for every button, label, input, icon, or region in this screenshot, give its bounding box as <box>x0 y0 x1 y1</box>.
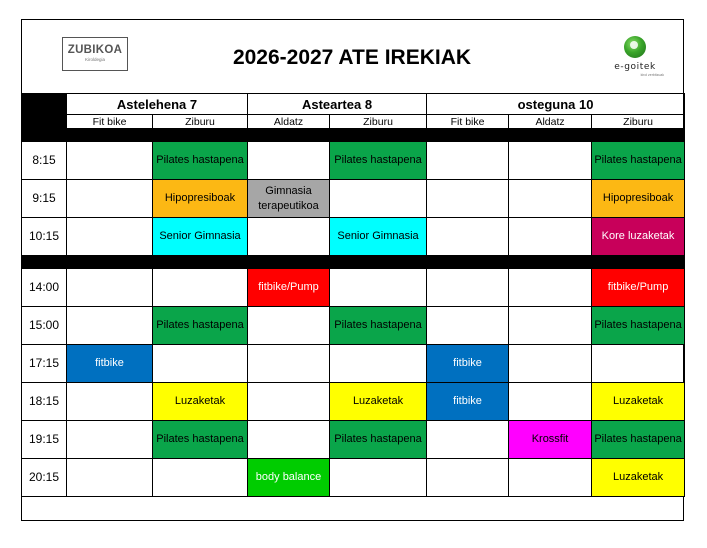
class-cell: Pilates hastapena <box>592 142 685 180</box>
empty-cell <box>427 218 509 256</box>
schedule-sheet <box>21 19 684 521</box>
corner-cell <box>22 94 67 129</box>
table-row <box>22 383 685 421</box>
class-cell: fitbike <box>427 383 509 421</box>
empty-cell <box>509 459 592 497</box>
empty-cell <box>67 421 153 459</box>
table-row <box>22 269 685 307</box>
table-row <box>22 421 685 459</box>
empty-cell <box>509 269 592 307</box>
empty-cell <box>153 345 248 383</box>
class-cell: Hipopresiboak <box>592 180 685 218</box>
header <box>22 20 683 93</box>
empty-cell <box>330 180 427 218</box>
room-header: Fit bike <box>427 115 509 129</box>
empty-cell <box>67 180 153 218</box>
class-cell: Luzaketak <box>592 459 685 497</box>
class-cell: Gimnasia terapeutikoa <box>248 180 330 218</box>
class-cell: Pilates hastapena <box>592 421 685 459</box>
time-cell: 19:15 <box>22 421 67 459</box>
table-row <box>22 180 685 218</box>
empty-cell <box>67 269 153 307</box>
empty-cell <box>509 142 592 180</box>
time-cell: 18:15 <box>22 383 67 421</box>
time-cell: 9:15 <box>22 180 67 218</box>
room-header: Ziburu <box>592 115 685 129</box>
empty-cell <box>330 269 427 307</box>
empty-cell <box>427 269 509 307</box>
class-cell: Luzaketak <box>592 383 685 421</box>
empty-cell <box>67 307 153 345</box>
empty-cell <box>427 307 509 345</box>
class-cell: Pilates hastapena <box>153 421 248 459</box>
empty-cell <box>427 180 509 218</box>
day-header: Astearteа 8 <box>248 94 427 115</box>
class-cell: fitbike <box>427 345 509 383</box>
time-cell: 14:00 <box>22 269 67 307</box>
egoitek-logo-name: e-goitek <box>614 62 656 72</box>
time-cell: 17:15 <box>22 345 67 383</box>
day-header: osteguna 10 <box>427 94 685 115</box>
empty-cell <box>509 345 592 383</box>
class-cell: Pilates hastapena <box>330 307 427 345</box>
empty-cell <box>427 459 509 497</box>
class-cell: Senior Gimnasia <box>153 218 248 256</box>
empty-cell <box>248 383 330 421</box>
class-cell: Senior Gimnasia <box>330 218 427 256</box>
zubikoa-logo-name: ZUBIKOA <box>67 44 123 56</box>
room-header: Fit bike <box>67 115 153 129</box>
table-row <box>22 307 685 345</box>
class-cell: fitbike/Pump <box>592 269 685 307</box>
empty-cell <box>248 421 330 459</box>
separator-bar <box>22 256 685 269</box>
green-circle-logo-icon <box>624 36 646 58</box>
empty-cell <box>427 421 509 459</box>
empty-cell <box>248 142 330 180</box>
class-cell: Krossfit <box>509 421 592 459</box>
class-cell: Pilates hastapena <box>330 142 427 180</box>
room-header: Aldatz <box>509 115 592 129</box>
empty-cell <box>330 345 427 383</box>
day-header: Astelehena 7 <box>67 94 248 115</box>
empty-cell <box>153 459 248 497</box>
class-cell: Luzaketak <box>153 383 248 421</box>
table-row <box>22 345 685 383</box>
room-header: Aldatz <box>248 115 330 129</box>
egoitek-logo-tag: kirol zerbitzuak <box>640 73 664 77</box>
class-cell: Hipopresiboak <box>153 180 248 218</box>
empty-cell <box>67 459 153 497</box>
separator-bar <box>22 129 685 142</box>
schedule-table <box>21 93 685 497</box>
empty-cell <box>427 142 509 180</box>
time-cell: 10:15 <box>22 218 67 256</box>
class-cell: Pilates hastapena <box>153 142 248 180</box>
class-cell: fitbike/Pump <box>248 269 330 307</box>
empty-cell <box>592 345 685 383</box>
class-cell: Pilates hastapena <box>330 421 427 459</box>
table-row <box>22 142 685 180</box>
zubikoa-logo-sub: Kiroldegia <box>84 57 105 62</box>
room-header: Ziburu <box>153 115 248 129</box>
empty-cell <box>248 218 330 256</box>
empty-cell <box>509 180 592 218</box>
room-header: Ziburu <box>330 115 427 129</box>
empty-cell <box>509 307 592 345</box>
empty-cell <box>509 218 592 256</box>
class-cell: Kore luzaketak <box>592 218 685 256</box>
page-title: 2026-2027 ATE IREKIAK <box>232 46 472 69</box>
egoitek-logo <box>602 36 674 86</box>
class-cell: Pilates hastapena <box>592 307 685 345</box>
class-cell: body balance <box>248 459 330 497</box>
time-cell: 15:00 <box>22 307 67 345</box>
time-cell: 8:15 <box>22 142 67 180</box>
zubikoa-logo <box>62 37 128 71</box>
table-row <box>22 218 685 256</box>
empty-cell <box>330 459 427 497</box>
class-cell: Luzaketak <box>330 383 427 421</box>
table-row <box>22 459 685 497</box>
empty-cell <box>67 218 153 256</box>
empty-cell <box>67 383 153 421</box>
empty-cell <box>248 345 330 383</box>
empty-cell <box>248 307 330 345</box>
empty-cell <box>67 142 153 180</box>
class-cell: Pilates hastapena <box>153 307 248 345</box>
time-cell: 20:15 <box>22 459 67 497</box>
class-cell: fitbike <box>67 345 153 383</box>
empty-cell <box>509 383 592 421</box>
empty-cell <box>153 269 248 307</box>
